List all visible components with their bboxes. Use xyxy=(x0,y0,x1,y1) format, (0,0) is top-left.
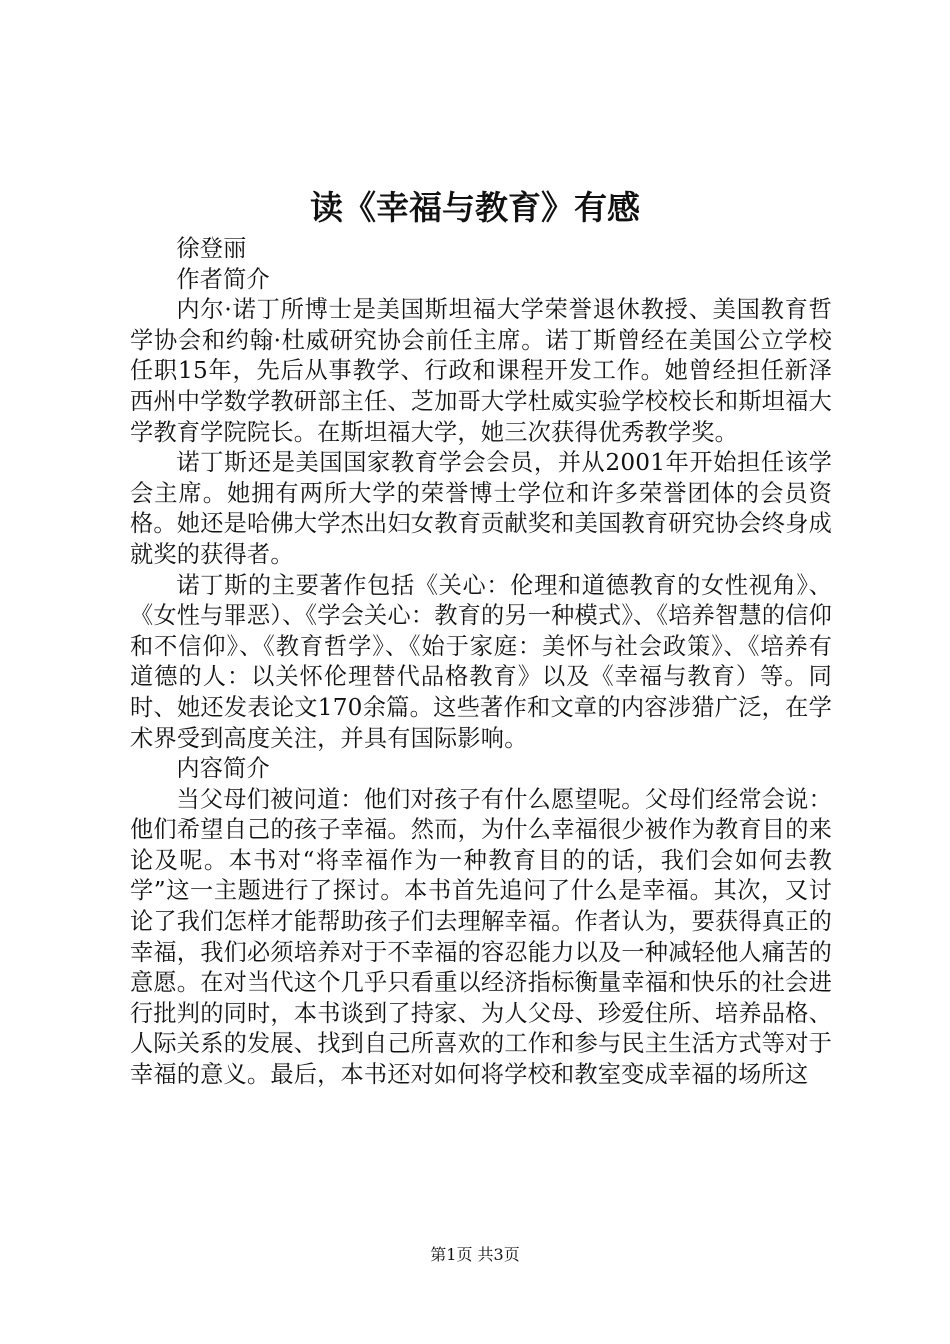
section-heading-author-intro: 作者简介 xyxy=(176,265,270,293)
section-heading-content-intro: 内容简介 xyxy=(176,755,270,783)
page-footer: 第1页 共3页 xyxy=(430,1245,520,1264)
document-body xyxy=(130,234,832,1091)
paragraph: 诺丁斯还是美国国家教育学会会员，并从2001年开始担任该学会主席。她拥有两所大学的荣誉博士学位和许多荣誉团体的会员资格。她还是哈佛大学杰出妇女教育贡献奖和美国教育研究协会终身成就奖的获得者。 xyxy=(130,449,832,568)
paragraph: 当父母们被问道：他们对孩子有什么愿望呢。父母们经常会说：他们希望自己的孩子幸福。然而，为什么幸福很少被作为教育目的来论及呢。本书对“将幸福作为一种教育目的的话，我们会如何去教学”这一主题进行了探讨。本书首先追问了什么是幸福。其次，又讨论了我们怎样才能帮助孩子们去理解幸福。作者认为，要获得真正的幸福，我们必须培养对于不幸福的容忍能力以及一种减轻他人痛苦的意愿。在对当代这个几乎只看重以经济指标衡量幸福和快乐的社会进行批判的同时，本书谈到了持家、为人父母、珍爱住所、培养品格、人际关系的发展、找到自己所喜欢的工作和参与民主生活方式等对于幸福的意义。最后，本书还对如何将学校和教室变成幸福的场所这 xyxy=(130,785,832,1089)
paragraph: 诺丁斯的主要著作包括《关心：伦理和道德教育的女性视角》、《女性与罪恶）、《学会关心：教育的另一种模式》、《培养智慧的信仰和不信仰》、《教育哲学》、《始于家庭：美怀与社会政策》、《培养有道德的人：以关怀伦理替代品格教育》以及《幸福与教育）等。同时、她还发表论文170余篇。这些著作和文章的内容涉猎广泛，在学术界受到高度关注，并具有国际影响。 xyxy=(130,571,832,752)
author-name: 徐登丽 xyxy=(176,235,247,262)
document-title: 读《幸福与教育》有感 xyxy=(310,188,640,227)
paragraph: 内尔·诺丁所博士是美国斯坦福大学荣誉退休教授、美国教育哲学协会和约翰·杜威研究协会前任主席。诺丁斯曾经在美国公立学校任职15年，先后从事教学、行政和课程开发工作。她曾经担任新泽西州中学数学教研部主任、芝加哥大学杜威实验学校校长和斯坦福大学教育学院院长。在斯坦福大学，她三次获得优秀教学奖。 xyxy=(130,296,832,446)
